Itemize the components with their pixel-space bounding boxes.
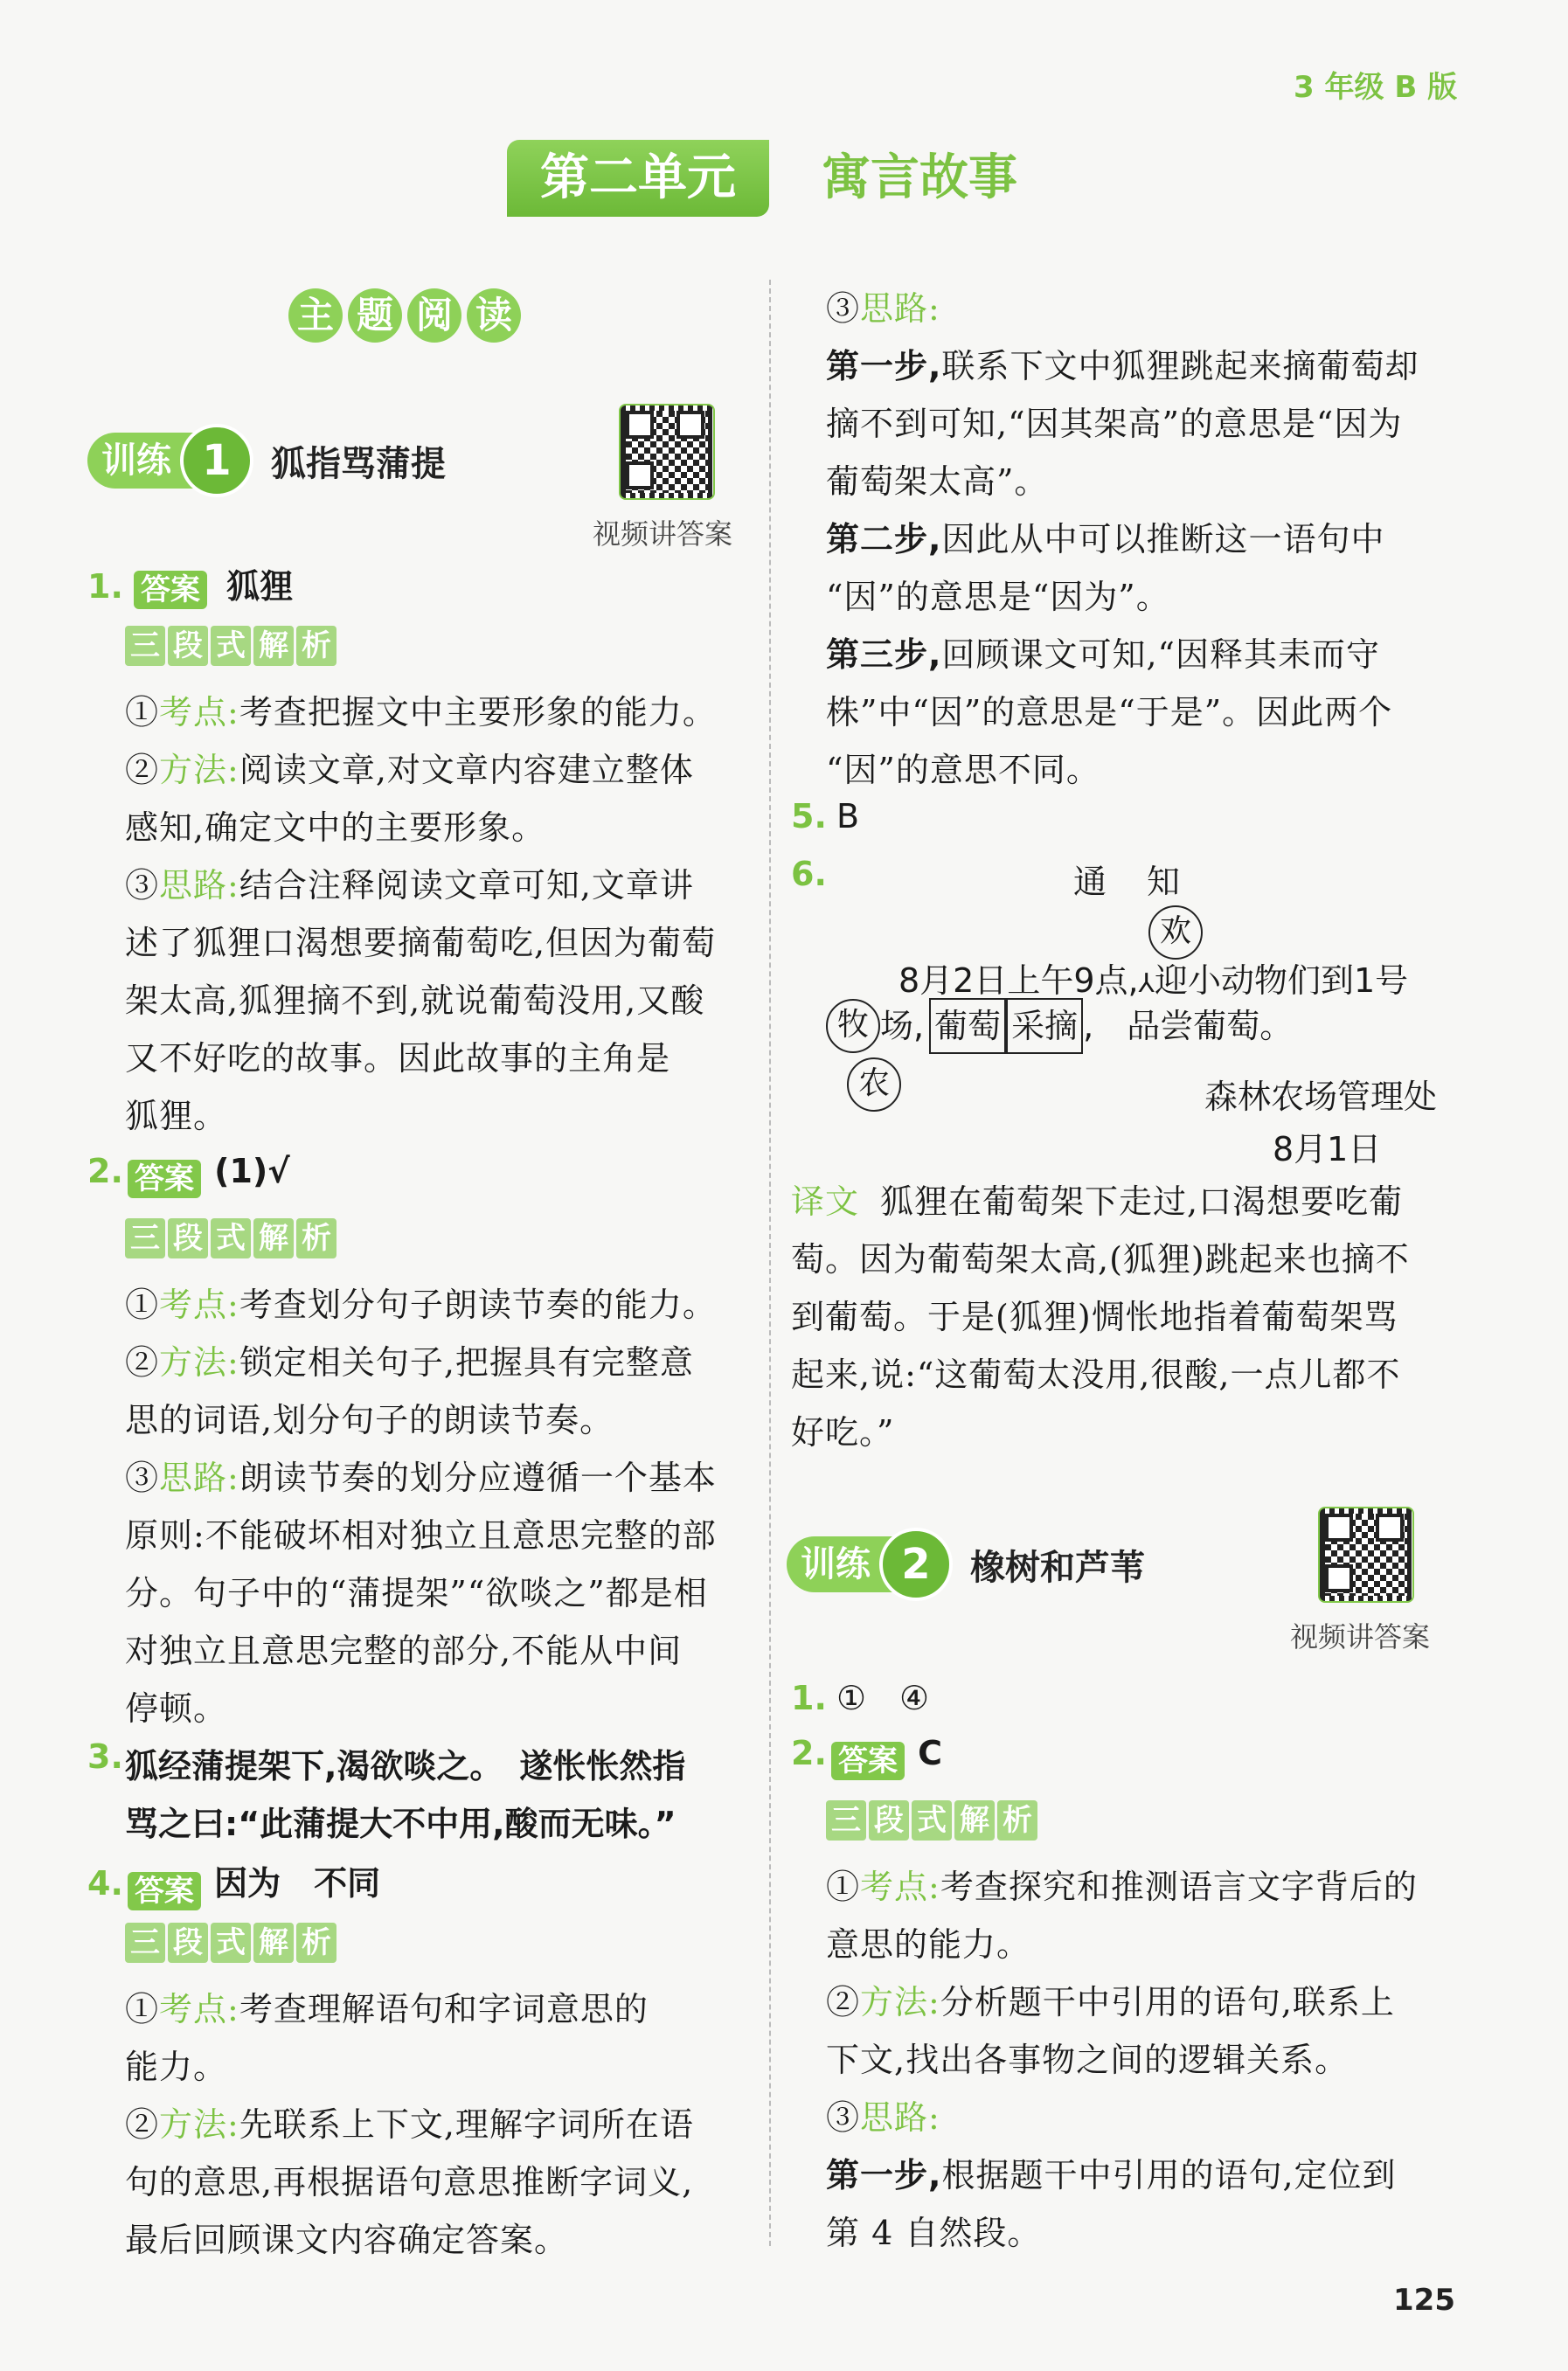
t2-q2-analysis: ①考点:考查探究和推测语言文字背后的 意思的能力。 ②方法:分析题干中引用的语句,联系上 下文,找出各事物之间的逻辑关系。 ③思路: 第一步,根据题干中引用的语句,定位到 第 4 自然段。 <box>826 1868 1418 2252</box>
section-title <box>288 288 521 343</box>
notice-title: 通 知 <box>1073 863 1184 901</box>
q1-analysis: ①考点:考查把握文中主要形象的能力。 ②方法:阅读文章,对文章内容建立整体 感知,确定文中的主要形象。 ③思路:结合注释阅读文章可知,文章讲 述了狐狸口渴想要摘葡萄吃,但因为葡萄 架太高,狐狸摘不到,就说葡萄没用,又酸 又不好吃的故事。因此故事的主角是 狐狸。 <box>125 693 717 1135</box>
q4-answer-row: 4. 答案 因为 不同 <box>87 1864 381 1909</box>
q1-answer-row <box>87 559 293 609</box>
notice-line-1: 8月2日上午9点,⅄迎小动物们到1号 <box>898 961 1409 1000</box>
q1-answer: 狐狸 <box>226 567 294 606</box>
training-2-header: 训练 2 橡树和芦苇 <box>787 1528 1145 1601</box>
unit-banner <box>507 140 1031 218</box>
notice-date: 8月1日 <box>1273 1130 1382 1168</box>
q4-silu-continued: ③思路: 第一步,联系下文中狐狸跳起来摘葡萄却 摘不到可知,“因其架高”的意思是“因为 葡萄架太高”。 第二步,因此从中可以推断这一语句中 “因”的意思是“因为”。 第三步,回顾课文可知,“因释其耒而守 株”中“因”的意思是“于是”。因此两个 “因”的意思不同。 <box>826 289 1419 789</box>
q2-answer-row: 2. 答案 (1)√ <box>87 1152 290 1196</box>
grade-label: 3 年级 B 版 <box>1294 70 1458 105</box>
analysis-tag: 三 段 式 解 析 <box>826 1800 1037 1841</box>
translation: 译文 狐狸在葡萄架下走过,口渴想要吃葡 萄。因为葡萄架太高,(狐狸)跳起来也摘不 到葡萄。于是(狐狸)惆怅地指着葡萄架骂 起来,说:“这葡萄太没用,很酸,一点儿都不 好吃。” <box>791 1182 1410 1452</box>
q6-row: 6. <box>791 855 827 893</box>
q3-row: 3. <box>87 1737 123 1776</box>
analysis-tag: 三 段 式 解 析 <box>125 626 336 666</box>
column-divider <box>769 280 771 2246</box>
training-1-header <box>87 424 446 497</box>
insert-circle-huan: 欢 <box>1148 905 1203 960</box>
section-title-char: 题 <box>348 288 402 343</box>
notice-line-2: 牧 场, 葡萄 采摘 , 品尝葡萄。 <box>826 998 1293 1054</box>
t2-q2-answer-row: 2. 答案 C <box>791 1734 942 1778</box>
insert-circle-nong: 农 <box>847 1057 901 1112</box>
section-title-char: 读 <box>467 288 521 343</box>
training-number: 1 <box>180 424 253 497</box>
unit-number: 第二单元 <box>507 140 769 217</box>
qr-caption: 视频讲答案 <box>1290 1620 1431 1653</box>
notice-signer: 森林农场管理处 <box>1204 1078 1438 1116</box>
q2-analysis: ①考点:考查划分句子朗读节奏的能力。 ②方法:锁定相关句子,把握具有完整意 思的词语,划分句子的朗读节奏。 ③思路:朗读节奏的划分应遵循一个基本 原则:不能破坏相对独立且意思完整的部 分。句子中的“蒲提架”“欲啖之”都是相 对独立且意思完整的部分,不能从中间 停顿。 <box>125 1286 717 1728</box>
qr-code-icon[interactable] <box>619 404 715 500</box>
analysis-tag: 三 段 式 解 析 <box>125 1923 336 1963</box>
section-title-char: 阅 <box>407 288 461 343</box>
q3-text: 狐经蒲提架下,渴欲啖之。 遂怅怅然指 骂之曰:“此蒲提大不中用,酸而无味。” <box>125 1747 686 1843</box>
t2-q1-row: 1. ① ④ <box>791 1679 930 1717</box>
page-number: 125 <box>1393 2283 1455 2318</box>
q4-analysis: ①考点:考查理解语句和字词意思的 能力。 ②方法:先联系上下文,理解字词所在语 句的意思,再根据语句意思推断字词义, 最后回顾课文内容确定答案。 <box>125 1990 694 2259</box>
training-label: 训练 <box>87 433 206 489</box>
q1-number: 1. <box>87 567 123 606</box>
qr-caption: 视频讲答案 <box>593 517 733 551</box>
unit-title: 寓言故事 <box>822 149 1017 206</box>
training-title: 狐指骂蒲提 <box>271 443 446 484</box>
q5-row: 5. B <box>791 797 860 835</box>
section-title-char: 主 <box>288 288 343 343</box>
qr-code-icon[interactable] <box>1318 1507 1414 1603</box>
analysis-tag: 三 段 式 解 析 <box>125 1218 336 1258</box>
answer-tag: 答案 <box>134 571 207 609</box>
